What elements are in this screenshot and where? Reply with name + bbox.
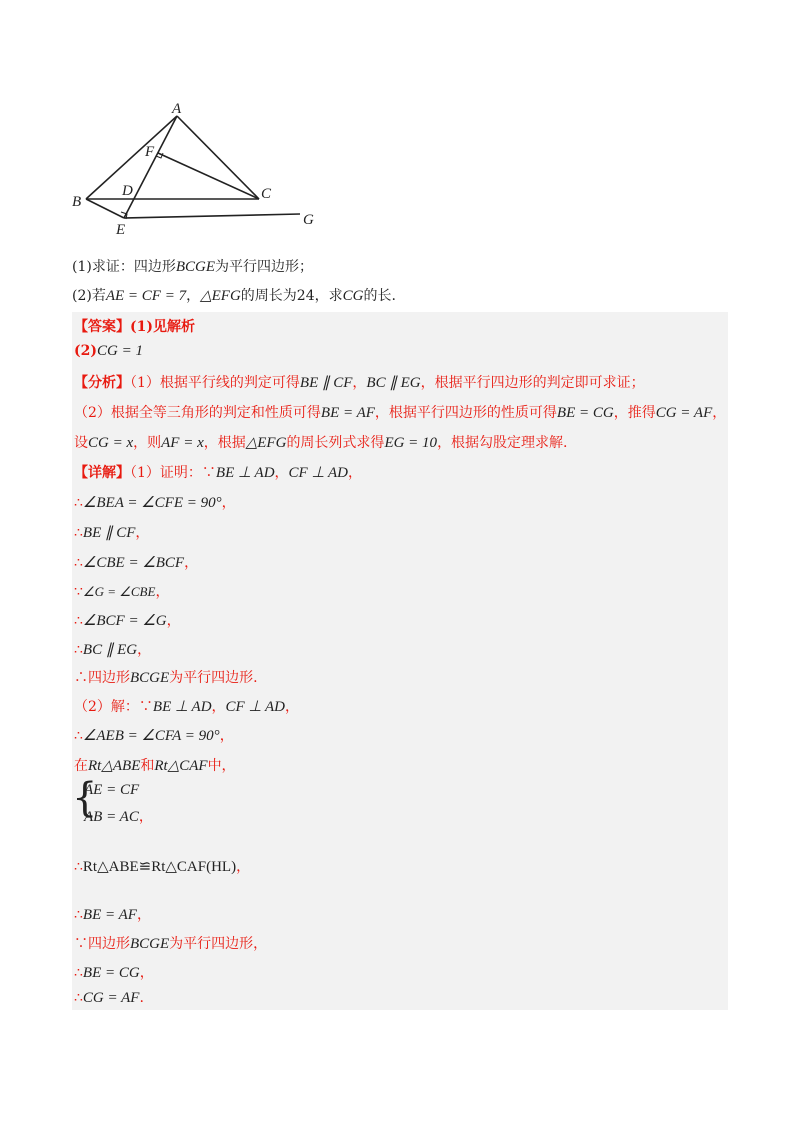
segment-AC	[177, 116, 259, 199]
detail-line-2: ∴∠BEA = ∠CFE = 90°，	[74, 495, 236, 511]
detail-line-16: ∵四边形BCGE为平行四边形，	[74, 936, 268, 952]
question-2: (2)若AE = CF = 7，△EFG的周长为24，求CG的长.	[72, 288, 396, 304]
detail-line-12: AE = CF	[84, 782, 140, 798]
label-F: F	[145, 144, 155, 160]
label-D: D	[122, 183, 133, 199]
analysis-line-1: 【分析】（1）根据平行线的判定可得BE ∥ CF，BC ∥ EG，根据平行四边形的判定即可求证；	[74, 375, 645, 391]
segment-EG	[124, 214, 300, 218]
detail-line-14: ∴Rt△ABE≌Rt△CAF(HL)，	[74, 859, 251, 875]
system-brace: {	[72, 775, 98, 821]
detail-line-1: 【详解】（1）证明：∵BE ⊥ AD，CF ⊥ AD，	[74, 465, 363, 481]
detail-line-9: （2）解：∵BE ⊥ AD，CF ⊥ AD，	[74, 699, 300, 715]
answer-line: 【答案】(1)见解析	[74, 319, 195, 335]
detail-line-17: ∴BE = CG，	[74, 965, 154, 981]
detail-line-13: AB = AC，	[84, 809, 153, 825]
analysis-line-2: （2）根据全等三角形的判定和性质可得BE = AF，根据平行四边形的性质可得BE = CG，推得CG = AF，	[74, 405, 727, 421]
segment-BE	[86, 199, 124, 218]
label-E: E	[116, 222, 126, 238]
detail-line-5: ∵∠G = ∠CBE，	[74, 584, 170, 600]
answer-panel	[72, 312, 728, 1010]
detail-line-4: ∴∠CBE = ∠BCF，	[74, 555, 199, 571]
detail-line-15: ∴BE = AF，	[74, 907, 151, 923]
detail-line-8: ∴四边形BCGE为平行四边形.	[74, 670, 258, 686]
segment-CF	[158, 153, 259, 199]
label-B: B	[72, 194, 82, 210]
label-A: A	[172, 101, 182, 117]
detail-line-7: ∴BC ∥ EG，	[74, 642, 152, 658]
detail-line-10: ∴∠AEB = ∠CFA = 90°，	[74, 728, 234, 744]
detail-line-6: ∴∠BCF = ∠G，	[74, 613, 181, 629]
label-C: C	[261, 186, 272, 202]
detail-line-3: ∴BE ∥ CF，	[74, 525, 150, 541]
geometry-figure	[68, 98, 348, 243]
detail-line-18: ∴CG = AF.	[74, 990, 144, 1006]
segment-AE	[124, 116, 177, 218]
label-G: G	[303, 212, 314, 228]
detail-line-11: 在Rt△ABE和Rt△CAF中，	[74, 758, 236, 774]
question-1: (1)求证：四边形BCGE为平行四边形；	[72, 259, 314, 275]
analysis-line-3: 设CG = x，则AF = x，根据△EFG的周长列式求得EG = 10，根据勾股定理求解.	[74, 435, 568, 451]
answer-line-2: (2)CG = 1	[74, 343, 143, 359]
